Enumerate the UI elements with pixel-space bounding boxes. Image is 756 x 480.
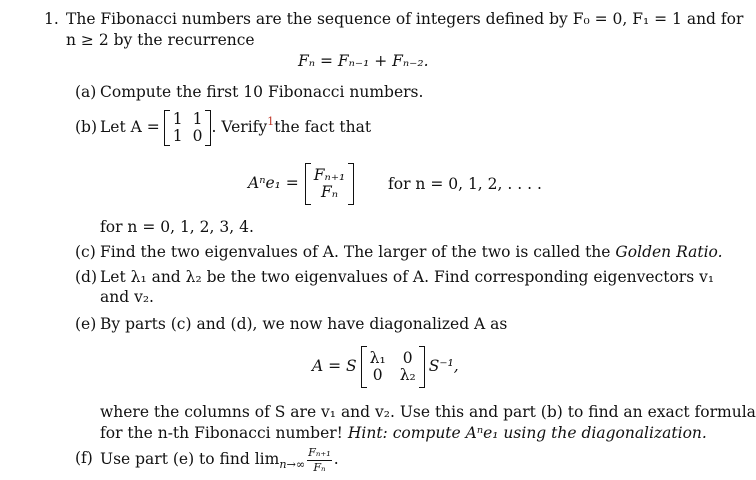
part-d-line2: and v₂.	[100, 288, 154, 306]
diag-lhs: A = S	[312, 357, 357, 376]
eigen-entry-11: λ₁	[369, 348, 386, 367]
diag-rhs: S⁻¹,	[428, 357, 459, 376]
part-e-line1: By parts (c) and (d), we now have diagonalized A as	[100, 315, 508, 333]
recurrence-equation: Fₙ = Fₙ₋₁ + Fₙ₋₂.	[298, 52, 429, 70]
part-e-hint: Hint: compute Aⁿe₁ using the diagonalization.	[347, 424, 707, 442]
equation-lhs: Aⁿe₁ =	[248, 174, 299, 193]
limit-fraction	[307, 447, 332, 473]
part-b-followup: for n = 0, 1, 2, 3, 4.	[100, 218, 254, 236]
part-b-equation	[248, 162, 354, 206]
part-f-end: .	[333, 450, 339, 469]
part-c-text: Find the two eigenvalues of A. The larger of the two is called the	[100, 243, 611, 261]
part-b-text-before: Let A =	[100, 118, 160, 137]
matrix-a-entries	[170, 109, 206, 145]
part-b-text-end: the fact that	[274, 118, 372, 137]
part-b-label: (b)	[75, 118, 98, 136]
eigenvalue-matrix-entries	[367, 348, 419, 384]
right-bracket	[348, 163, 354, 205]
equation-range: for n = 0, 1, 2, . . . .	[388, 175, 542, 193]
fraction-numerator: Fₙ₊₁	[308, 445, 331, 459]
part-e-line3-start: for the n-th Fibonacci number!	[100, 424, 343, 442]
eigen-entry-22: λ₂	[399, 366, 416, 384]
part-e-line2: where the columns of S are v₁ and v₂. Use this and part (b) to find an exact formula	[100, 403, 756, 421]
diagonalization-equation	[312, 344, 459, 390]
part-d-line1: Let λ₁ and λ₂ be the two eigenvalues of A. Find corresponding eigenvectors v₁	[100, 268, 715, 286]
eigen-entry-21: 0	[372, 366, 383, 384]
vector-entry-bottom: Fₙ	[320, 183, 339, 201]
right-bracket	[419, 346, 425, 388]
part-e-label: (e)	[75, 315, 97, 333]
problem-intro-line1: The Fibonacci numbers are the sequence of integers defined by F₀ = 0, F₁ = 1 and for	[66, 10, 744, 28]
part-a-label: (a)	[75, 83, 97, 101]
part-d-label: (d)	[75, 268, 98, 286]
matrix-a-entry-21: 1	[172, 127, 183, 145]
part-c-label: (c)	[75, 243, 96, 261]
golden-ratio-term: Golden Ratio.	[615, 243, 723, 261]
vector-entry-top: Fₙ₊₁	[313, 165, 346, 184]
fibonacci-vector-entries	[311, 165, 348, 201]
eigenvalue-matrix	[361, 346, 425, 388]
problem-number: 1.	[44, 10, 59, 28]
eigen-entry-12: 0	[402, 348, 413, 367]
part-b-text-after: . Verify	[211, 118, 268, 137]
part-a-text: Compute the first 10 Fibonacci numbers.	[100, 83, 424, 101]
fibonacci-vector	[305, 163, 354, 205]
part-f-statement: Use part (e) to find lim $_{n\to\infty}$ $\frac{\text{Fₙ₊₁}}{\text{Fₙ}}$ .	[100, 445, 339, 474]
fraction-denominator: Fₙ	[313, 460, 326, 474]
part-c-statement	[100, 245, 723, 261]
problem-intro-line2: n ≥ 2 by the recurrence	[66, 31, 255, 49]
matrix-a	[164, 110, 212, 146]
matrix-a-entry-12: 1	[192, 109, 203, 128]
matrix-a-entry-11: 1	[172, 109, 183, 128]
part-e-line3	[100, 426, 707, 442]
part-b-statement: Let A = 1 1 1 0 . Verify $^1$ the fact that	[100, 109, 372, 145]
part-f-label: (f)	[75, 449, 93, 467]
part-f-text: Use part (e) to find lim	[100, 450, 280, 469]
matrix-a-entry-22: 0	[192, 127, 203, 145]
